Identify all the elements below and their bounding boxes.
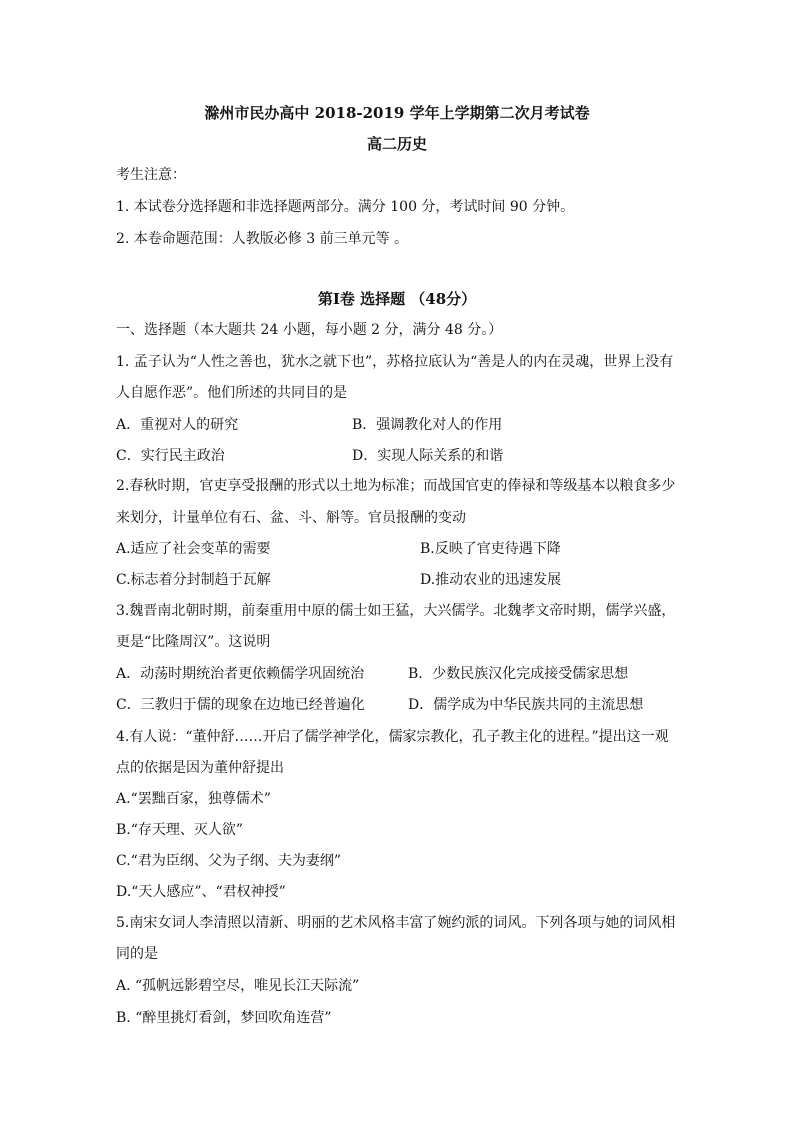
question-stem: 来划分，计量单位有石、盆、斗、斛等。官员报酬的变动 — [116, 510, 466, 526]
option-b: B．强调教化对人的作用 — [352, 417, 503, 433]
option-d: D．儒学成为中华民族共同的主流思想 — [408, 697, 644, 713]
option-c: C.标志着分封制趋于瓦解 — [116, 572, 271, 588]
option-d: D.“天人感应”、“君权神授” — [116, 884, 286, 900]
option-c: C.“君为臣纲、父为子纲、夫为妻纲” — [116, 853, 341, 869]
section-instruction: 一、选择题（本大题共 24 小题，每小题 2 分，满分 48 分。） — [116, 322, 503, 338]
option-a: A.适应了社会变革的需要 — [116, 541, 271, 557]
option-b: B. “醉里挑灯看剑，梦回吹角连营” — [116, 1010, 332, 1026]
option-d: D.推动农业的迅速发展 — [420, 572, 562, 588]
question-stem: 人自愿作恶”。他们所述的共同目的是 — [116, 385, 348, 401]
option-b: B.“存天理、灭人欲” — [116, 822, 244, 838]
notice-heading: 考生注意： — [116, 167, 186, 183]
notice-item: 1. 本试卷分选择题和非选择题两部分。满分 100 分，考试时间 90 分钟。 — [116, 199, 575, 215]
question-stem: 3.魏晋南北朝时期，前秦重用中原的儒士如王猛，大兴儒学。北魏孝文帝时期，儒学兴盛， — [116, 603, 676, 619]
question-stem: 1. 孟子认为“人性之善也，犹水之就下也”，苏格拉底认为“善是人的内在灵魂，世界上没有 — [116, 354, 674, 370]
question-stem: 同的是 — [116, 946, 158, 962]
question-stem: 4.有人说：“董仲舒……开启了儒学神学化，儒家宗教化，孔子教主化的进程。”提出这一观 — [116, 729, 669, 745]
notice-item: 2. 本卷命题范围：人教版必修 3 前三单元等 。 — [116, 231, 409, 247]
option-a: A．重视对人的研究 — [116, 417, 239, 433]
exam-subject: 高二历史 — [366, 135, 427, 153]
question-stem: 2.春秋时期，官吏享受报酬的形式以土地为标准；而战国官吏的俸禄和等级基本以粮食多少 — [116, 478, 676, 494]
option-b: B．少数民族汉化完成接受儒家思想 — [408, 666, 629, 682]
question-stem: 点的依据是因为董仲舒提出 — [116, 760, 284, 776]
option-d: D．实现人际关系的和谐 — [352, 448, 504, 464]
exam-title: 滁州市民办高中 2018-2019 学年上学期第二次月考试卷 — [204, 104, 590, 122]
option-c: C．三教归于儒的现象在边地已经普遍化 — [116, 697, 365, 713]
question-stem: 5.南宋女词人李清照以清新、明丽的艺术风格丰富了婉约派的词风。下列各项与她的词风相 — [116, 915, 676, 931]
option-b: B.反映了官吏待遇下降 — [420, 541, 561, 557]
option-a: A．动荡时期统治者更依赖儒学巩固统治 — [116, 666, 365, 682]
option-a: A. “孤帆远影碧空尽，唯见长江天际流” — [116, 978, 360, 994]
option-c: C．实行民主政治 — [116, 448, 225, 464]
question-stem: 更是“比隆周汉”。这说明 — [116, 634, 271, 650]
section-title: 第Ⅰ卷 选择题 （48分） — [317, 290, 477, 308]
option-a: A.“罢黜百家，独尊儒术” — [116, 791, 271, 807]
